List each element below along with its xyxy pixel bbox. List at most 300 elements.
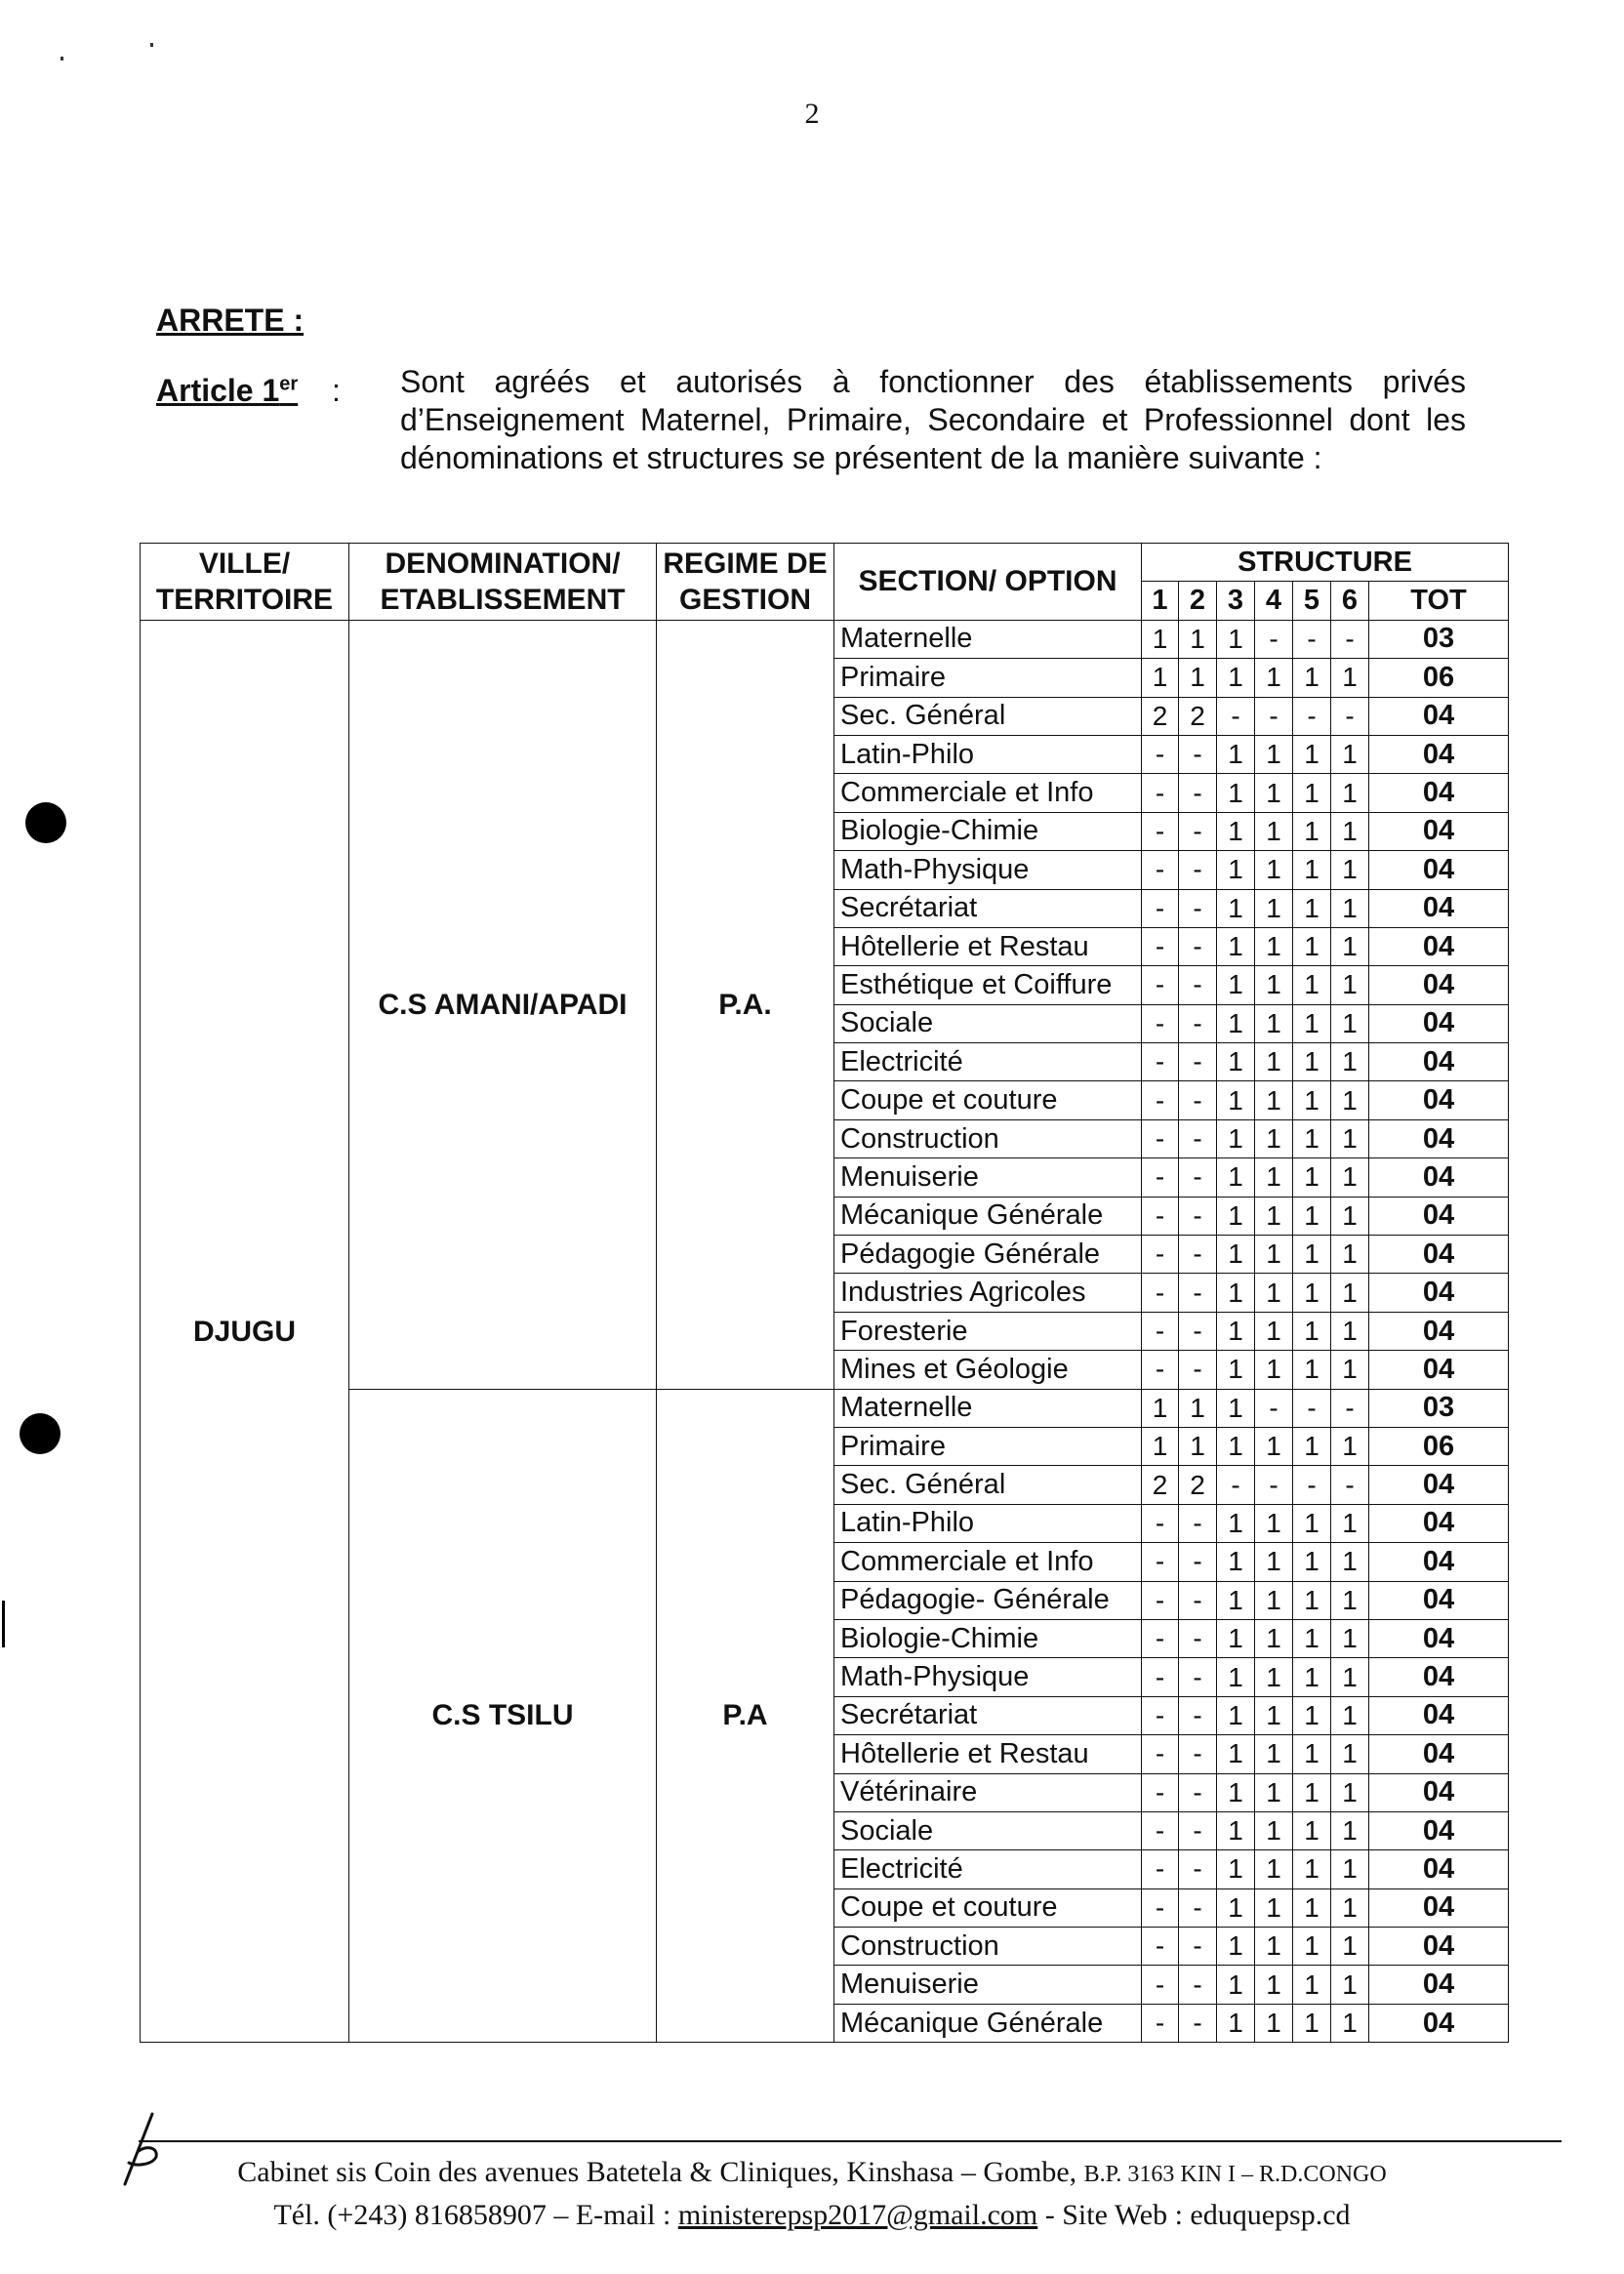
option-cell: Sociale (834, 1004, 1142, 1042)
year-3-cell: 1 (1217, 851, 1255, 889)
year-3-cell: 1 (1217, 966, 1255, 1004)
regime-cell: P.A (657, 1389, 834, 2043)
year-1-cell: 2 (1142, 697, 1179, 735)
year-1-cell: - (1142, 966, 1179, 1004)
table-body (141, 620, 1509, 2042)
year-5-cell: 1 (1293, 1197, 1331, 1235)
year-4-cell: 1 (1255, 1312, 1293, 1350)
year-1-cell: 1 (1142, 1427, 1179, 1465)
year-6-cell: - (1331, 1389, 1369, 1427)
year-3-cell: 1 (1217, 1274, 1255, 1312)
option-cell: Hôtellerie et Restau (834, 927, 1142, 965)
year-2-cell: 1 (1179, 1427, 1217, 1465)
year-6-cell: 1 (1331, 851, 1369, 889)
year-2-cell: - (1179, 735, 1217, 773)
option-cell: Coupe et couture (834, 1081, 1142, 1119)
year-3-cell: 1 (1217, 1119, 1255, 1157)
year-4-cell: 1 (1255, 889, 1293, 927)
year-2-cell: - (1179, 1543, 1217, 1581)
tot-cell: 04 (1369, 1081, 1509, 1119)
option-cell: Math-Physique (834, 851, 1142, 889)
year-6-cell: 1 (1331, 1504, 1369, 1542)
year-1-cell: 1 (1142, 1389, 1179, 1427)
year-5-cell: 1 (1293, 889, 1331, 927)
tot-cell: 04 (1369, 1888, 1509, 1927)
year-1-cell: - (1142, 1197, 1179, 1235)
scan-speck (61, 57, 63, 61)
year-2-cell: - (1179, 1081, 1217, 1119)
year-2-cell: - (1179, 1966, 1217, 2004)
year-4-cell: - (1255, 697, 1293, 735)
header-ville: VILLE/ TERRITOIRE (141, 544, 349, 621)
year-6-cell: 1 (1331, 1351, 1369, 1389)
year-5-cell: 1 (1293, 1119, 1331, 1157)
year-4-cell: 1 (1255, 1928, 1293, 1966)
year-4-cell: 1 (1255, 1351, 1293, 1389)
year-3-cell: 1 (1217, 1043, 1255, 1081)
tot-cell: 04 (1369, 889, 1509, 927)
option-cell: Hôtellerie et Restau (834, 1735, 1142, 1773)
header-denomination: DENOMINATION/ ETABLISSEMENT (349, 544, 657, 621)
year-3-cell: 1 (1217, 1427, 1255, 1465)
year-1-cell: - (1142, 812, 1179, 850)
year-2-cell: - (1179, 1004, 1217, 1042)
year-3-cell: 1 (1217, 659, 1255, 697)
year-6-cell: 1 (1331, 1081, 1369, 1119)
year-1-cell: - (1142, 1158, 1179, 1197)
year-6-cell: 1 (1331, 1043, 1369, 1081)
year-5-cell: 1 (1293, 1312, 1331, 1350)
table-header-row (141, 544, 1509, 582)
year-6-cell: 1 (1331, 1811, 1369, 1849)
option-cell: Commerciale et Info (834, 774, 1142, 812)
year-1-cell: - (1142, 735, 1179, 773)
tot-cell: 04 (1369, 2004, 1509, 2042)
year-2-cell: - (1179, 1197, 1217, 1235)
year-4-cell: 1 (1255, 1543, 1293, 1581)
year-2-cell: - (1179, 1119, 1217, 1157)
year-2-cell: - (1179, 927, 1217, 965)
year-4-cell: 1 (1255, 1197, 1293, 1235)
option-cell: Industries Agricoles (834, 1274, 1142, 1312)
year-4-cell: 1 (1255, 1158, 1293, 1197)
year-6-cell: 1 (1331, 966, 1369, 1004)
year-3-cell: 1 (1217, 1928, 1255, 1966)
year-5-cell: - (1293, 1389, 1331, 1427)
year-3-cell: - (1217, 697, 1255, 735)
year-6-cell: 1 (1331, 1236, 1369, 1274)
option-cell: Commerciale et Info (834, 1543, 1142, 1581)
year-5-cell: 1 (1293, 1274, 1331, 1312)
option-cell: Secrétariat (834, 889, 1142, 927)
option-cell: Pédagogie Générale (834, 1236, 1142, 1274)
tot-cell: 03 (1369, 620, 1509, 658)
year-4-cell: 1 (1255, 659, 1293, 697)
year-2-cell: - (1179, 1581, 1217, 1619)
tot-cell: 04 (1369, 774, 1509, 812)
tot-cell: 04 (1369, 1119, 1509, 1157)
year-6-cell: 1 (1331, 1004, 1369, 1042)
year-3-cell: 1 (1217, 735, 1255, 773)
school-name-cell: C.S TSILU (349, 1389, 657, 2043)
year-6-cell: 1 (1331, 2004, 1369, 2042)
tot-cell: 04 (1369, 1619, 1509, 1657)
option-cell: Esthétique et Coiffure (834, 966, 1142, 1004)
punch-hole-mark (25, 802, 66, 843)
year-1-cell: - (1142, 1966, 1179, 2004)
tot-cell: 04 (1369, 966, 1509, 1004)
year-5-cell: 1 (1293, 1504, 1331, 1542)
year-3-cell: 1 (1217, 1581, 1255, 1619)
tot-cell: 04 (1369, 1466, 1509, 1504)
tot-cell: 04 (1369, 735, 1509, 773)
year-5-cell: 1 (1293, 1236, 1331, 1274)
year-4-cell: 1 (1255, 1619, 1293, 1657)
year-5-cell: 1 (1293, 851, 1331, 889)
year-1-cell: 1 (1142, 620, 1179, 658)
year-5-cell: - (1293, 697, 1331, 735)
year-3-cell: 1 (1217, 1081, 1255, 1119)
year-5-cell: 1 (1293, 1966, 1331, 2004)
year-4-cell: 1 (1255, 1966, 1293, 2004)
year-4-cell: 1 (1255, 1427, 1293, 1465)
year-2-cell: - (1179, 1351, 1217, 1389)
year-3-cell: 1 (1217, 620, 1255, 658)
tot-cell: 04 (1369, 1581, 1509, 1619)
year-1-cell: - (1142, 1811, 1179, 1849)
year-4-cell: 1 (1255, 1043, 1293, 1081)
year-3-cell: 1 (1217, 927, 1255, 965)
regime-cell: P.A. (657, 620, 834, 1389)
year-5-cell: 1 (1293, 1043, 1331, 1081)
tot-cell: 04 (1369, 1043, 1509, 1081)
year-6-cell: 1 (1331, 1696, 1369, 1734)
header-year-5: 5 (1293, 582, 1331, 620)
year-4-cell: 1 (1255, 1811, 1293, 1849)
option-cell: Primaire (834, 1427, 1142, 1465)
header-year-6: 6 (1331, 582, 1369, 620)
option-cell: Vétérinaire (834, 1773, 1142, 1811)
year-5-cell: 1 (1293, 659, 1331, 697)
year-4-cell: 1 (1255, 1850, 1293, 1888)
year-3-cell: 1 (1217, 1158, 1255, 1197)
year-5-cell: 1 (1293, 1158, 1331, 1197)
year-3-cell: 1 (1217, 1351, 1255, 1389)
year-1-cell: - (1142, 1043, 1179, 1081)
year-2-cell: - (1179, 1850, 1217, 1888)
year-1-cell: - (1142, 1773, 1179, 1811)
year-1-cell: - (1142, 1619, 1179, 1657)
year-4-cell: 1 (1255, 2004, 1293, 2042)
header-year-4: 4 (1255, 582, 1293, 620)
year-2-cell: 2 (1179, 1466, 1217, 1504)
year-4-cell: 1 (1255, 1696, 1293, 1734)
option-cell: Latin-Philo (834, 735, 1142, 773)
tot-cell: 04 (1369, 1850, 1509, 1888)
tot-cell: 06 (1369, 1427, 1509, 1465)
scan-speck (150, 43, 153, 47)
option-cell: Primaire (834, 659, 1142, 697)
tot-cell: 04 (1369, 1004, 1509, 1042)
year-5-cell: 1 (1293, 774, 1331, 812)
header-tot: TOT (1369, 582, 1509, 620)
tot-cell: 04 (1369, 1236, 1509, 1274)
year-1-cell: - (1142, 1312, 1179, 1350)
year-2-cell: - (1179, 1811, 1217, 1849)
tot-cell: 04 (1369, 851, 1509, 889)
year-5-cell: 1 (1293, 927, 1331, 965)
year-3-cell: 1 (1217, 1504, 1255, 1542)
header-structure: STRUCTURE (1142, 544, 1509, 582)
year-1-cell: - (1142, 1236, 1179, 1274)
year-4-cell: - (1255, 1389, 1293, 1427)
structure-table (140, 543, 1509, 2043)
school-name-cell: C.S AMANI/APADI (349, 620, 657, 1389)
footer-address-line: Cabinet sis Coin des avenues Batetela & Cliniques, Kinshasa – Gombe, B.P. 3163 KIN I – R.D.CONGO (237, 2156, 1387, 2188)
tot-cell: 04 (1369, 1274, 1509, 1312)
year-1-cell: - (1142, 927, 1179, 965)
year-5-cell: 1 (1293, 1081, 1331, 1119)
year-6-cell: 1 (1331, 1581, 1369, 1619)
year-3-cell: 1 (1217, 812, 1255, 850)
year-3-cell: 1 (1217, 1966, 1255, 2004)
year-5-cell: 1 (1293, 1581, 1331, 1619)
year-4-cell: 1 (1255, 966, 1293, 1004)
year-5-cell: - (1293, 1466, 1331, 1504)
year-1-cell: - (1142, 851, 1179, 889)
year-5-cell: 1 (1293, 966, 1331, 1004)
option-cell: Latin-Philo (834, 1504, 1142, 1542)
year-6-cell: 1 (1331, 1158, 1369, 1197)
year-1-cell: - (1142, 1274, 1179, 1312)
year-2-cell: - (1179, 1773, 1217, 1811)
table-row (141, 620, 1509, 658)
year-2-cell: - (1179, 812, 1217, 850)
year-2-cell: - (1179, 1735, 1217, 1773)
year-2-cell: - (1179, 1158, 1217, 1197)
scan-edge-mark (2, 1601, 5, 1647)
year-4-cell: 1 (1255, 1581, 1293, 1619)
year-5-cell: 1 (1293, 1811, 1331, 1849)
option-cell: Secrétariat (834, 1696, 1142, 1734)
year-4-cell: 1 (1255, 1004, 1293, 1042)
year-3-cell: 1 (1217, 774, 1255, 812)
year-2-cell: - (1179, 1312, 1217, 1350)
year-3-cell: - (1217, 1466, 1255, 1504)
option-cell: Maternelle (834, 620, 1142, 658)
year-1-cell: - (1142, 1543, 1179, 1581)
footer-email-link[interactable]: ministerepsp2017@gmail.com (677, 2199, 1038, 2231)
article-colon: : (332, 373, 341, 408)
header-section: SECTION/ OPTION (834, 544, 1142, 621)
option-cell: Maternelle (834, 1389, 1142, 1427)
option-cell: Construction (834, 1928, 1142, 1966)
tot-cell: 04 (1369, 927, 1509, 965)
year-2-cell: - (1179, 889, 1217, 927)
year-5-cell: 1 (1293, 1427, 1331, 1465)
option-cell: Math-Physique (834, 1658, 1142, 1696)
option-cell: Sociale (834, 1811, 1142, 1849)
year-1-cell: - (1142, 889, 1179, 927)
year-2-cell: - (1179, 1928, 1217, 1966)
year-5-cell: - (1293, 620, 1331, 658)
year-3-cell: 1 (1217, 1004, 1255, 1042)
year-2-cell: - (1179, 1696, 1217, 1734)
header-year-2: 2 (1179, 582, 1217, 620)
option-cell: Mines et Géologie (834, 1351, 1142, 1389)
year-2-cell: - (1179, 1619, 1217, 1657)
year-1-cell: 1 (1142, 659, 1179, 697)
option-cell: Construction (834, 1119, 1142, 1157)
year-5-cell: 1 (1293, 1543, 1331, 1581)
tot-cell: 04 (1369, 1811, 1509, 1849)
year-4-cell: - (1255, 620, 1293, 658)
option-cell: Sec. Général (834, 697, 1142, 735)
year-1-cell: - (1142, 1081, 1179, 1119)
year-6-cell: 1 (1331, 1119, 1369, 1157)
year-5-cell: 1 (1293, 1658, 1331, 1696)
year-3-cell: 1 (1217, 1888, 1255, 1927)
year-2-cell: - (1179, 1658, 1217, 1696)
year-6-cell: 1 (1331, 1773, 1369, 1811)
header-year-1: 1 (1142, 582, 1179, 620)
year-6-cell: 1 (1331, 1928, 1369, 1966)
year-2-cell: - (1179, 774, 1217, 812)
year-6-cell: 1 (1331, 1197, 1369, 1235)
option-cell: Mécanique Générale (834, 2004, 1142, 2042)
option-cell: Menuiserie (834, 1158, 1142, 1197)
year-4-cell: 1 (1255, 1081, 1293, 1119)
year-1-cell: - (1142, 1928, 1179, 1966)
year-6-cell: 1 (1331, 889, 1369, 927)
tot-cell: 03 (1369, 1389, 1509, 1427)
tot-cell: 04 (1369, 1735, 1509, 1773)
header-year-3: 3 (1217, 582, 1255, 620)
year-3-cell: 1 (1217, 2004, 1255, 2042)
year-5-cell: 1 (1293, 1735, 1331, 1773)
year-3-cell: 1 (1217, 1389, 1255, 1427)
year-2-cell: - (1179, 1236, 1217, 1274)
year-6-cell: 1 (1331, 774, 1369, 812)
year-4-cell: 1 (1255, 735, 1293, 773)
year-3-cell: 1 (1217, 1773, 1255, 1811)
option-cell: Biologie-Chimie (834, 812, 1142, 850)
year-2-cell: 1 (1179, 620, 1217, 658)
year-5-cell: 1 (1293, 812, 1331, 850)
year-6-cell: 1 (1331, 812, 1369, 850)
year-1-cell: - (1142, 1850, 1179, 1888)
year-3-cell: 1 (1217, 1696, 1255, 1734)
year-5-cell: 1 (1293, 1004, 1331, 1042)
year-6-cell: 1 (1331, 735, 1369, 773)
year-4-cell: - (1255, 1466, 1293, 1504)
year-4-cell: 1 (1255, 1504, 1293, 1542)
year-2-cell: 1 (1179, 659, 1217, 697)
year-1-cell: - (1142, 1888, 1179, 1927)
year-2-cell: - (1179, 851, 1217, 889)
page-number: 2 (804, 98, 820, 130)
option-cell: Electricité (834, 1850, 1142, 1888)
header-regime: REGIME DE GESTION (657, 544, 834, 621)
year-6-cell: 1 (1331, 1658, 1369, 1696)
year-3-cell: 1 (1217, 1312, 1255, 1350)
year-1-cell: - (1142, 1004, 1179, 1042)
year-5-cell: 1 (1293, 1928, 1331, 1966)
ville-cell: DJUGU (141, 620, 349, 2042)
year-4-cell: 1 (1255, 774, 1293, 812)
option-cell: Foresterie (834, 1312, 1142, 1350)
tot-cell: 04 (1369, 1696, 1509, 1734)
year-6-cell: 1 (1331, 659, 1369, 697)
year-1-cell: - (1142, 1696, 1179, 1734)
year-5-cell: 1 (1293, 1773, 1331, 1811)
year-6-cell: - (1331, 697, 1369, 735)
year-2-cell: - (1179, 1274, 1217, 1312)
year-1-cell: - (1142, 1351, 1179, 1389)
year-1-cell: 2 (1142, 1466, 1179, 1504)
option-cell: Biologie-Chimie (834, 1619, 1142, 1657)
decree-heading: ARRETE : (156, 303, 304, 338)
tot-cell: 04 (1369, 1197, 1509, 1235)
footer-rule (139, 2140, 1562, 2142)
year-2-cell: - (1179, 1504, 1217, 1542)
tot-cell: 04 (1369, 1504, 1509, 1542)
year-5-cell: 1 (1293, 1850, 1331, 1888)
year-5-cell: 1 (1293, 1696, 1331, 1734)
article-label-text: Article 1er (156, 373, 299, 408)
year-4-cell: 1 (1255, 1119, 1293, 1157)
tot-cell: 04 (1369, 1928, 1509, 1966)
year-6-cell: 1 (1331, 1735, 1369, 1773)
year-1-cell: - (1142, 774, 1179, 812)
option-cell: Pédagogie- Générale (834, 1581, 1142, 1619)
tot-cell: 04 (1369, 697, 1509, 735)
year-4-cell: 1 (1255, 1236, 1293, 1274)
year-6-cell: 1 (1331, 1427, 1369, 1465)
footer (0, 2152, 1624, 2236)
year-6-cell: 1 (1331, 1274, 1369, 1312)
year-4-cell: 1 (1255, 851, 1293, 889)
year-2-cell: - (1179, 1888, 1217, 1927)
year-4-cell: 1 (1255, 1735, 1293, 1773)
year-3-cell: 1 (1217, 1735, 1255, 1773)
year-3-cell: 1 (1217, 1236, 1255, 1274)
article-text: Sont agréés et autorisés à fonctionner des établissements privés d’Enseignement Maternel, Primaire, Secondaire et Professionnel dont les dénominations et structures se présentent de la manière suivante : (400, 364, 1466, 475)
tot-cell: 04 (1369, 1543, 1509, 1581)
year-2-cell: - (1179, 966, 1217, 1004)
year-6-cell: - (1331, 620, 1369, 658)
year-2-cell: - (1179, 1043, 1217, 1081)
tot-cell: 04 (1369, 1351, 1509, 1389)
year-1-cell: - (1142, 1735, 1179, 1773)
year-6-cell: 1 (1331, 1543, 1369, 1581)
tot-cell: 04 (1369, 1158, 1509, 1197)
year-4-cell: 1 (1255, 812, 1293, 850)
tot-cell: 04 (1369, 812, 1509, 850)
year-3-cell: 1 (1217, 1658, 1255, 1696)
year-3-cell: 1 (1217, 1543, 1255, 1581)
year-3-cell: 1 (1217, 1811, 1255, 1849)
year-3-cell: 1 (1217, 1850, 1255, 1888)
article-label (156, 373, 298, 409)
year-1-cell: - (1142, 1658, 1179, 1696)
year-1-cell: - (1142, 1119, 1179, 1157)
year-2-cell: 1 (1179, 1389, 1217, 1427)
tot-cell: 04 (1369, 1966, 1509, 2004)
year-4-cell: 1 (1255, 1773, 1293, 1811)
year-5-cell: 1 (1293, 1888, 1331, 1927)
year-6-cell: 1 (1331, 927, 1369, 965)
